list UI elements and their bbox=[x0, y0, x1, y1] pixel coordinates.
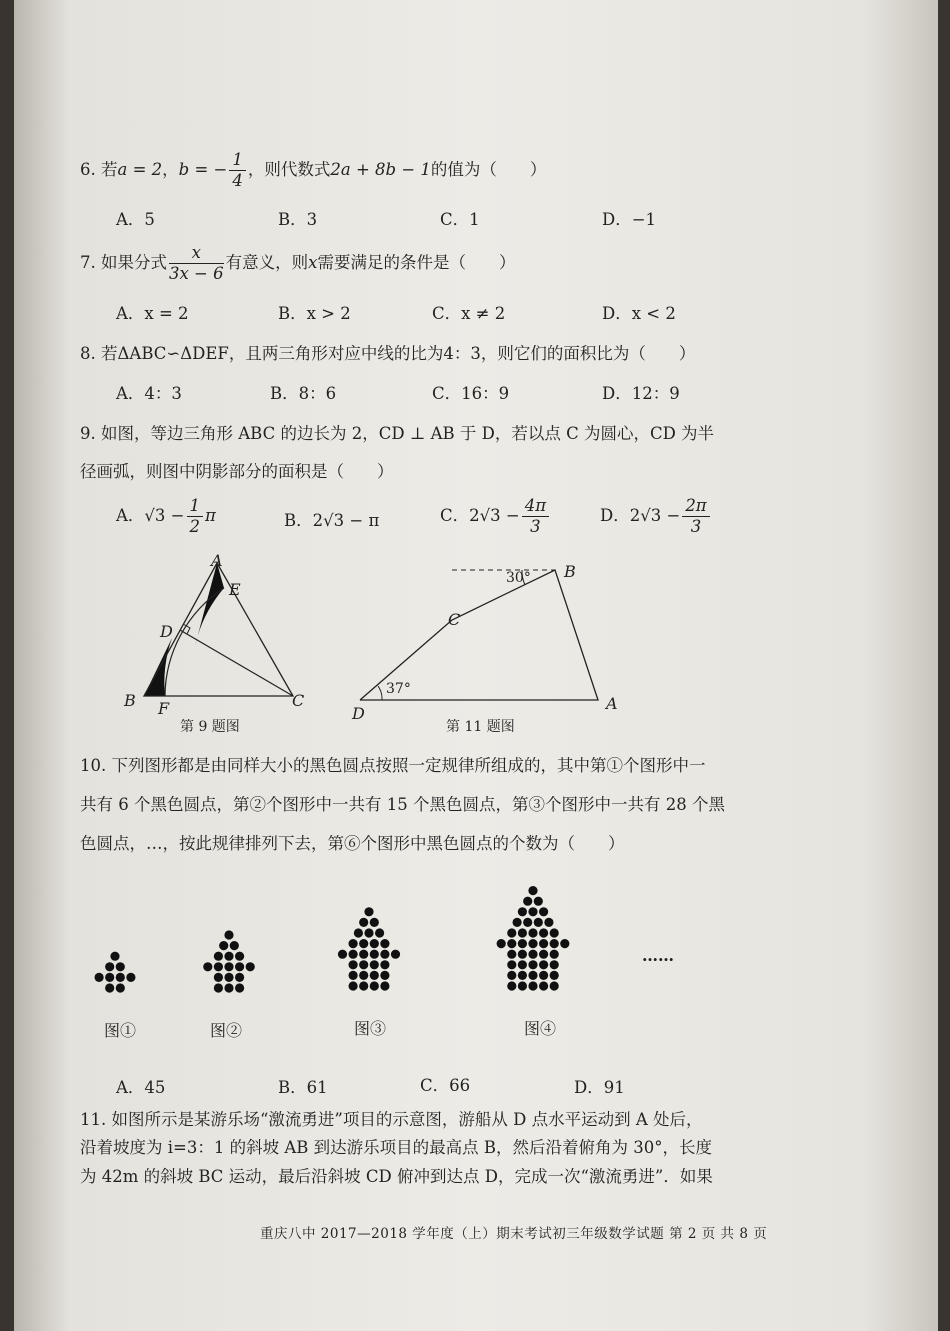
black-dot bbox=[528, 981, 537, 990]
black-dot bbox=[518, 950, 527, 959]
black-dot bbox=[349, 950, 358, 959]
q7-option-a: A．x = 2 bbox=[116, 304, 189, 323]
q8-option-d: D．12：9 bbox=[602, 384, 680, 403]
black-dot bbox=[224, 930, 233, 939]
black-dot bbox=[105, 983, 114, 992]
black-dot bbox=[528, 971, 537, 980]
black-dot bbox=[349, 981, 358, 990]
black-dot bbox=[539, 907, 548, 916]
fig9-label-a: A bbox=[211, 551, 223, 570]
q10-option-c: C．66 bbox=[420, 1076, 471, 1095]
black-dot bbox=[523, 918, 532, 927]
black-dot bbox=[518, 928, 527, 937]
question-6: 6. 若a = 2，b = − $\frac{1}{4}$ ，则代数式2a + 8b − 1的值为（ ） bbox=[80, 150, 547, 190]
black-dot bbox=[230, 941, 239, 950]
question-9-line2: 径画弧，则图中阴影部分的面积是（ ） bbox=[80, 462, 394, 481]
black-dot bbox=[110, 952, 119, 961]
fig11-label-b: B bbox=[564, 562, 576, 581]
black-dot bbox=[359, 981, 368, 990]
question-11-line2: 沿着坡度为 i=3：1 的斜坡 AB 到达游乐项目的最高点 B，然后沿着俯角为 30°，长度 bbox=[80, 1138, 712, 1157]
question-8: 8. 若ΔABC∽ΔDEF，且两三角形对应中线的比为4：3，则它们的面积比为（ ） bbox=[80, 344, 696, 363]
dot-pattern-figures bbox=[0, 850, 950, 1010]
q8-option-a: A．4：3 bbox=[116, 384, 182, 403]
q7-option-d: D．x < 2 bbox=[602, 304, 676, 323]
figure-4-label: 图④ bbox=[524, 1019, 557, 1038]
q8-option-b: B．8：6 bbox=[270, 384, 337, 403]
black-dot bbox=[550, 971, 559, 980]
fig11-angle-37: 37° bbox=[386, 681, 411, 697]
fig11-caption: 第 11 题图 bbox=[446, 719, 515, 735]
black-dot bbox=[349, 971, 358, 980]
black-dot bbox=[528, 907, 537, 916]
black-dot bbox=[359, 971, 368, 980]
black-dot bbox=[214, 952, 223, 961]
black-dot bbox=[507, 981, 516, 990]
black-dot bbox=[507, 960, 516, 969]
figure-2-label: 图② bbox=[210, 1021, 243, 1040]
black-dot bbox=[338, 950, 347, 959]
black-dot bbox=[560, 939, 569, 948]
black-dot bbox=[539, 960, 548, 969]
question-9-line1: 9. 如图，等边三角形 ABC 的边长为 2，CD ⊥ AB 于 D，若以点 C 为圆心，CD 为半 bbox=[80, 424, 715, 443]
black-dot bbox=[523, 897, 532, 906]
black-dot bbox=[539, 971, 548, 980]
fig11-angle-30: 30° bbox=[506, 570, 531, 586]
black-dot bbox=[359, 918, 368, 927]
black-dot bbox=[359, 939, 368, 948]
q6-option-c: C．1 bbox=[440, 210, 480, 229]
black-dot bbox=[528, 928, 537, 937]
black-dot bbox=[370, 981, 379, 990]
black-dot bbox=[116, 962, 125, 971]
black-dot bbox=[550, 939, 559, 948]
black-dot bbox=[224, 983, 233, 992]
q7-option-c: C．x ≠ 2 bbox=[432, 304, 506, 323]
black-dot bbox=[235, 983, 244, 992]
figure-3-label: 图③ bbox=[354, 1019, 387, 1038]
black-dot bbox=[116, 983, 125, 992]
black-dot bbox=[203, 962, 212, 971]
black-dot bbox=[534, 897, 543, 906]
q9-option-b: B．2√3 − π bbox=[284, 511, 380, 530]
black-dot bbox=[528, 886, 537, 895]
black-dot bbox=[518, 960, 527, 969]
question-10-line1: 10. 下列图形都是由同样大小的黑色圆点按照一定规律所组成的，其中第①个图形中一 bbox=[80, 756, 706, 775]
black-dot bbox=[528, 960, 537, 969]
q9-option-d: D．2√3 − $\frac{2\pi}{3}$ bbox=[600, 496, 712, 537]
black-dot bbox=[224, 973, 233, 982]
segment-cd bbox=[180, 630, 293, 696]
black-dot bbox=[235, 973, 244, 982]
fig9-label-f: F bbox=[158, 699, 170, 718]
black-dot bbox=[235, 952, 244, 961]
black-dot bbox=[391, 950, 400, 959]
black-dot bbox=[539, 939, 548, 948]
black-dot bbox=[224, 952, 233, 961]
black-dot bbox=[126, 973, 135, 982]
black-dot bbox=[550, 950, 559, 959]
black-dot bbox=[370, 950, 379, 959]
black-dot bbox=[380, 939, 389, 948]
black-dot bbox=[95, 973, 104, 982]
black-dot bbox=[539, 928, 548, 937]
angle-37-arc bbox=[378, 686, 382, 700]
question-7: 7. 如果分式 $\frac{x}{3x - 6}$ 有意义，则x需要满足的条件是（ ） bbox=[80, 243, 516, 283]
black-dot bbox=[550, 928, 559, 937]
black-dot bbox=[219, 941, 228, 950]
fig9-caption: 第 9 题图 bbox=[180, 719, 240, 735]
q10-option-b: B．61 bbox=[278, 1078, 328, 1097]
black-dot bbox=[507, 939, 516, 948]
q10-option-d: D．91 bbox=[574, 1078, 625, 1097]
black-dot bbox=[359, 960, 368, 969]
continuation-ellipsis: …… bbox=[642, 946, 674, 965]
black-dot bbox=[370, 939, 379, 948]
fig11-label-c: C bbox=[448, 610, 461, 629]
q6-option-b: B．3 bbox=[278, 210, 318, 229]
black-dot bbox=[364, 907, 373, 916]
fig9-label-b: B bbox=[124, 691, 136, 710]
black-dot bbox=[380, 971, 389, 980]
black-dot bbox=[370, 918, 379, 927]
black-dot bbox=[528, 939, 537, 948]
black-dot bbox=[518, 971, 527, 980]
black-dot bbox=[370, 960, 379, 969]
question-10-line3: 色圆点，…，按此规律排列下去，第⑥个图形中黑色圆点的个数为（ ） bbox=[80, 834, 625, 853]
q10-option-a: A．45 bbox=[116, 1078, 166, 1097]
black-dot bbox=[105, 973, 114, 982]
black-dot bbox=[534, 918, 543, 927]
black-dot bbox=[214, 962, 223, 971]
black-dot bbox=[359, 950, 368, 959]
fraction-x-over-3x-6: $\frac{x}{3x - 6}$ bbox=[169, 243, 224, 283]
q9-option-c: C．2√3 − $\frac{4\pi}{3}$ bbox=[440, 496, 551, 537]
black-dot bbox=[539, 981, 548, 990]
fig11-label-a: A bbox=[606, 694, 618, 713]
fig11-label-d: D bbox=[352, 704, 365, 723]
q6-option-d: D．−1 bbox=[602, 210, 657, 229]
figure-9-diagram bbox=[120, 548, 320, 718]
q7-option-b: B．x > 2 bbox=[278, 304, 351, 323]
black-dot bbox=[544, 918, 553, 927]
black-dot bbox=[105, 962, 114, 971]
black-dot bbox=[513, 918, 522, 927]
black-dot bbox=[518, 907, 527, 916]
black-dot bbox=[550, 960, 559, 969]
figure-1-label: 图① bbox=[104, 1021, 137, 1040]
fig9-label-e: E bbox=[229, 580, 241, 599]
black-dot bbox=[380, 960, 389, 969]
q9-option-a: A．√3 − $\frac{1}{2}$ π bbox=[116, 496, 216, 536]
black-dot bbox=[507, 971, 516, 980]
black-dot bbox=[246, 962, 255, 971]
black-dot bbox=[224, 962, 233, 971]
black-dot bbox=[349, 960, 358, 969]
q6-option-a: A．5 bbox=[116, 210, 155, 229]
fraction-one-quarter: $\frac{1}{4}$ bbox=[229, 150, 246, 191]
black-dot bbox=[364, 928, 373, 937]
black-dot bbox=[380, 950, 389, 959]
black-dot bbox=[375, 928, 384, 937]
black-dot bbox=[354, 928, 363, 937]
black-dot bbox=[507, 928, 516, 937]
black-dot bbox=[214, 983, 223, 992]
black-dot bbox=[214, 973, 223, 982]
fig9-label-c: C bbox=[292, 691, 305, 710]
question-10-line2: 共有 6 个黑色圆点，第②个图形中一共有 15 个黑色圆点，第③个图形中一共有 28 个黑 bbox=[80, 795, 725, 814]
black-dot bbox=[235, 962, 244, 971]
fig9-label-d: D bbox=[160, 622, 173, 641]
page-footer: 重庆八中 2017—2018 学年度（上）期末考试初三年级数学试题 第 2 页 共 8 页 bbox=[260, 1226, 768, 1242]
black-dot bbox=[528, 950, 537, 959]
black-dot bbox=[380, 981, 389, 990]
black-dot bbox=[518, 939, 527, 948]
black-dot bbox=[116, 973, 125, 982]
black-dot bbox=[518, 981, 527, 990]
black-dot bbox=[550, 981, 559, 990]
q8-option-c: C．16：9 bbox=[432, 384, 510, 403]
black-dot bbox=[497, 939, 506, 948]
black-dot bbox=[507, 950, 516, 959]
figure-11-diagram bbox=[340, 558, 620, 708]
black-dot bbox=[539, 950, 548, 959]
question-11-line1: 11. 如图所示是某游乐场“激流勇进”项目的示意图，游船从 D 点水平运动到 A 处后， bbox=[80, 1110, 703, 1129]
question-11-line3: 为 42m 的斜坡 BC 运动，最后沿斜坡 CD 俯冲到达点 D，完成一次“激流勇进”．如果 bbox=[80, 1167, 713, 1186]
black-dot bbox=[349, 939, 358, 948]
black-dot bbox=[370, 971, 379, 980]
